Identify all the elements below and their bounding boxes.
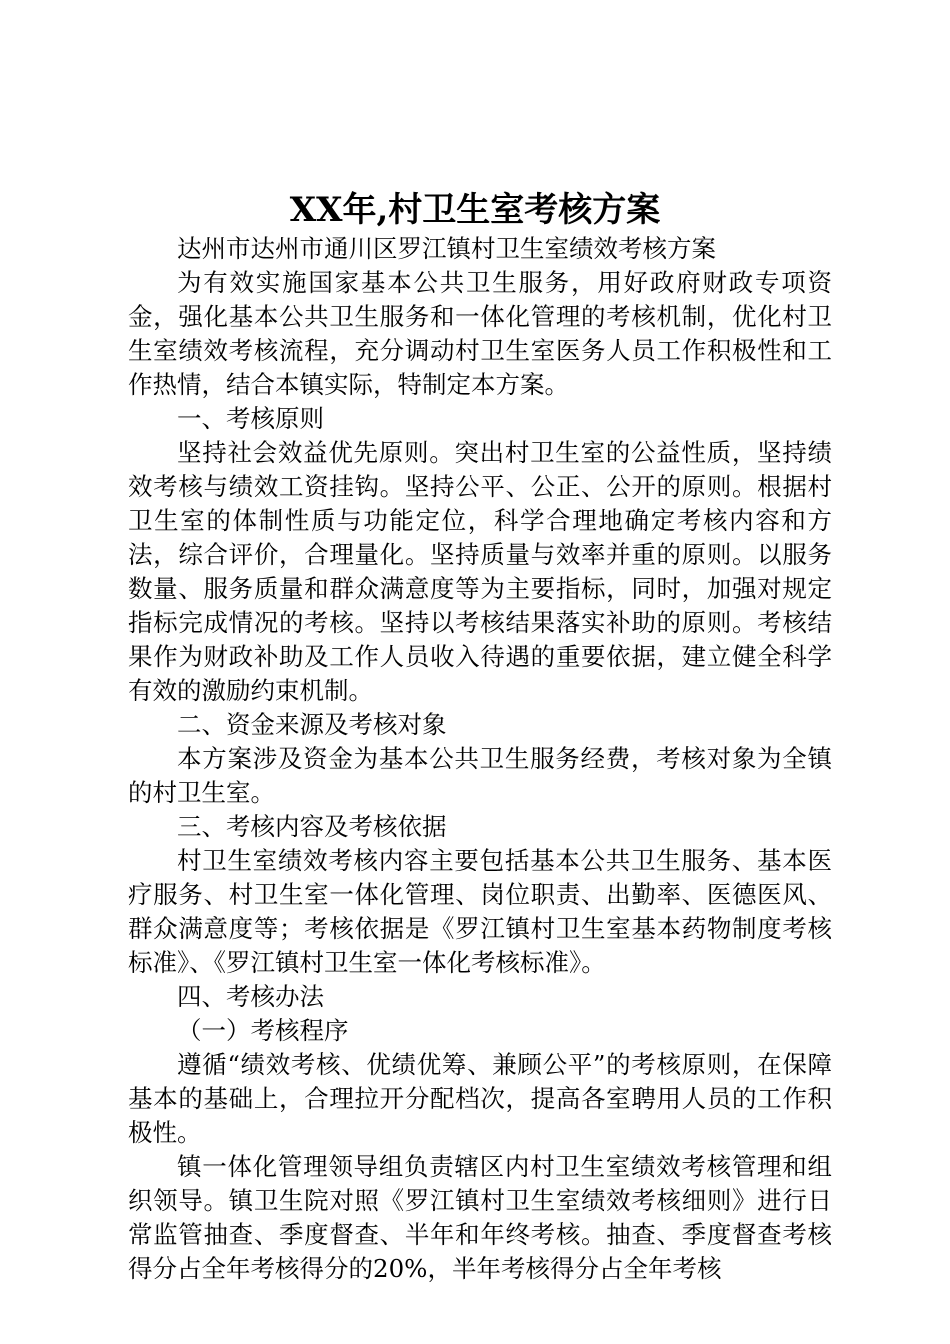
paragraph-content: 村卫生室绩效考核内容主要包括基本公共卫生服务、基本医疗服务、村卫生室一体化管理、岗位职责、出勤率、医德医风、群众满意度等；考核依据是《罗江镇村卫生室基本药物制度考核标准》、《罗江镇村卫生室一体化考核标准》。 xyxy=(128,846,832,977)
paragraph-procedure-principle: 遵循“绩效考核、优绩优筹、兼顾公平”的考核原则，在保障基本的基础上，合理拉开分配档次，提高各室聘用人员的工作积极性。 xyxy=(128,1050,832,1147)
subsection-heading-procedure: （一）考核程序 xyxy=(177,1016,349,1045)
paragraph-principles: 坚持社会效益优先原则。突出村卫生室的公益性质，坚持绩效考核与绩效工资挂钩。坚持公平、公正、公开的原则。根据村卫生室的体制性质与功能定位，科学合理地确定考核内容和方法，综合评价，合理量化。坚持质量与效率并重的原则。以服务数量、服务质量和群众满意度等为主要指标，同时，加强对规定指标完成情况的考核。坚持以考核结果落实补助的原则。考核结果作为财政补助及工作人员收入待遇的重要依据，建立健全科学有效的激励约束机制。 xyxy=(128,438,832,705)
paragraph-purpose: 为有效实施国家基本公共卫生服务，用好政府财政专项资金，强化基本公共卫生服务和一体化管理的考核机制，优化村卫生室绩效考核流程，充分调动村卫生室医务人员工作积极性和工作热情，结合本镇实际，特制定本方案。 xyxy=(128,268,832,399)
paragraph-funding: 本方案涉及资金为基本公共卫生服务经费，考核对象为全镇的村卫生室。 xyxy=(128,744,832,807)
section-heading-funding: 二、资金来源及考核对象 xyxy=(177,710,447,739)
section-heading-methods: 四、考核办法 xyxy=(177,982,324,1011)
document-body xyxy=(128,232,832,1286)
section-heading-content: 三、考核内容及考核依据 xyxy=(177,812,447,841)
paragraph-procedure-organization: 镇一体化管理领导组负责辖区内村卫生室绩效考核管理和组织领导。镇卫生院对照《罗江镇村卫生室绩效考核细则》进行日常监管抽查、季度督查、半年和年终考核。抽查、季度督查考核得分占全年考核得分的20%，半年考核得分占全年考核 xyxy=(128,1152,832,1283)
document-subtitle: 达州市达州市通川区罗江镇村卫生室绩效考核方案 xyxy=(177,234,716,263)
section-heading-principles: 一、考核原则 xyxy=(177,404,324,433)
document-title: XX年,村卫生室考核方案 xyxy=(289,190,661,230)
